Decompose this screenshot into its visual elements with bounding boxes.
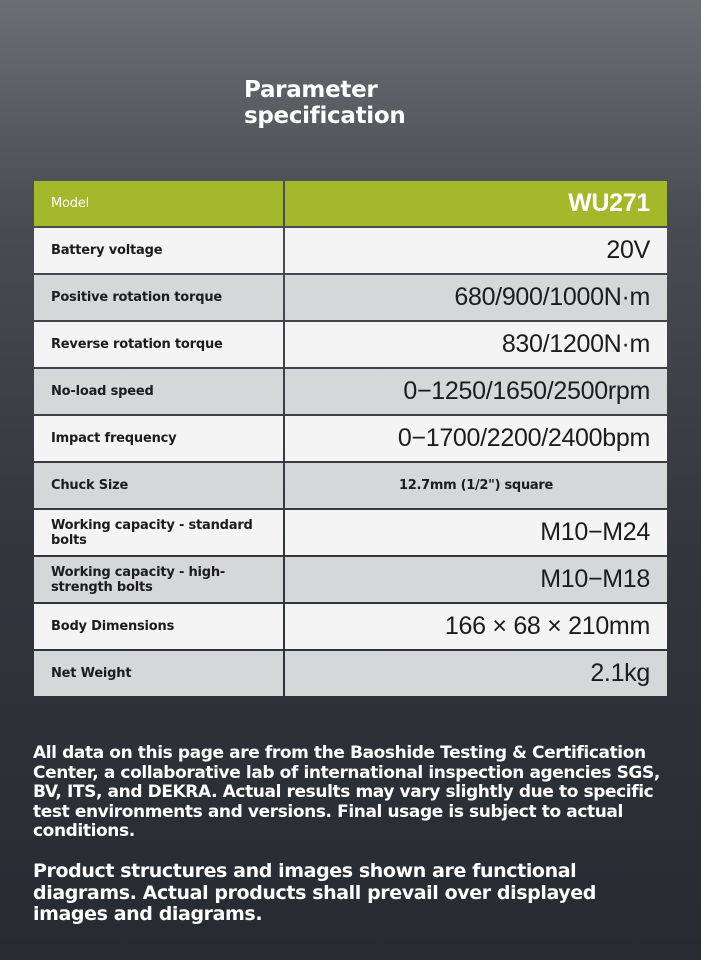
spec-value: 12.7mm (1/2") square [285,463,667,508]
page-title [244,77,405,129]
spec-row-body-dimensions [34,604,667,649]
data-source-note: All data on this page are from the Baoshide Testing & Certification Center, a collaborative lab of international inspection agencies SGS, BV, ITS, and DEKRA. Actual results may vary slightly due to specific test environments and versions. Final usage is subject to actual conditions. [33,743,660,841]
spec-value: 680/900/1000N·m [285,275,667,320]
spec-row-positive-torque [34,275,667,320]
disclaimer-note: Product structures and images shown are functional diagrams. Actual products shall prevail over displayed images and diagrams. [33,860,596,925]
spec-row-standard-bolts [34,510,667,555]
spec-label: Net Weight [34,651,283,696]
spec-row-reverse-torque [34,322,667,367]
spec-label: Model [34,181,283,226]
spec-label: Positive rotation torque [34,275,283,320]
spec-row-high-strength-bolts [34,557,667,602]
spec-label: No-load speed [34,369,283,414]
spec-row-battery-voltage [34,228,667,273]
spec-row-chuck-size [34,463,667,508]
spec-row-no-load-speed [34,369,667,414]
spec-label: Working capacity - standard bolts [34,510,283,555]
spec-row-model [34,181,667,226]
page-title-line-1: Parameter [244,77,378,103]
spec-label: Battery voltage [34,228,283,273]
spec-label: Reverse rotation torque [34,322,283,367]
spec-table [34,181,667,698]
spec-value: WU271 [285,181,667,226]
spec-value: 0−1700/2200/2400bpm [285,416,667,461]
page-title-line-2: specification [244,103,406,129]
spec-label: Working capacity - high-strength bolts [34,557,283,602]
spec-label: Impact frequency [34,416,283,461]
spec-row-impact-frequency [34,416,667,461]
spec-value: M10−M18 [285,557,667,602]
spec-value: 20V [285,228,667,273]
spec-row-net-weight [34,651,667,696]
spec-value: 166 × 68 × 210mm [285,604,667,649]
spec-value: 0−1250/1650/2500rpm [285,369,667,414]
spec-label: Body Dimensions [34,604,283,649]
spec-value: 2.1kg [285,651,667,696]
spec-value: M10−M24 [285,510,667,555]
spec-value: 830/1200N·m [285,322,667,367]
spec-label: Chuck Size [34,463,283,508]
